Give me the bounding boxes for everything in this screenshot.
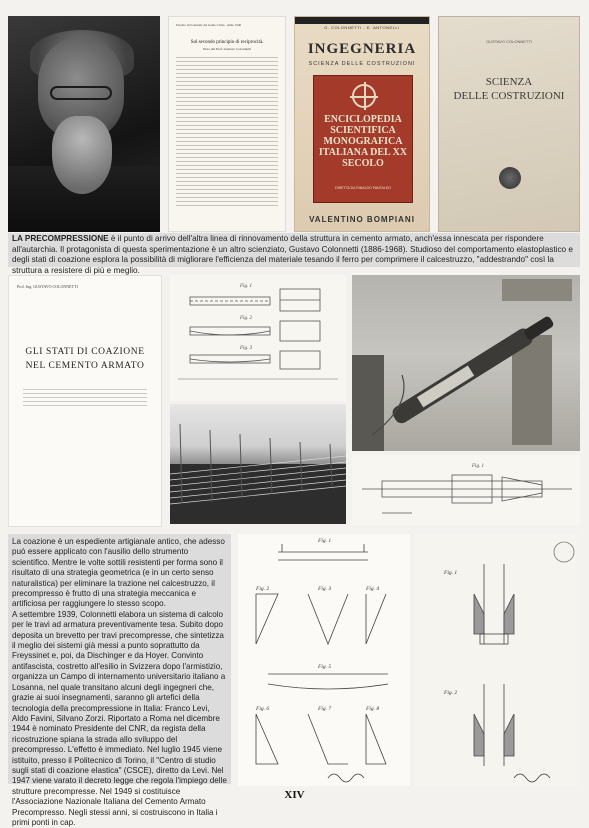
stress-diagrams-svg [238,534,410,786]
patent-drawing-anchorage [414,534,580,786]
colonnetti-portrait [8,16,160,232]
paper1-title: Sul secondo principio di reciprocità. [190,39,264,45]
book1-red-panel [313,75,413,203]
portrait-glasses [50,86,112,100]
publisher-logo-icon [499,167,521,189]
fig-label: Fig. 8 [366,706,380,712]
fig-label: Fig. 1 [240,284,252,289]
photo-tensioning-jack [352,275,580,451]
book2-title-line1: SCIENZA [485,76,533,88]
page-number: XIV [284,789,305,801]
book1-publisher: VALENTINO BOMPIANI [309,215,415,224]
signature-mark [328,774,364,782]
stamp-icon [554,542,574,562]
book2-title-line2: DELLE COSTRUZIONI [453,90,565,102]
fig-label: Fig. 1 [444,570,458,576]
fig-label: Fig. 2 [256,586,270,592]
book-scienza-costruzioni [438,16,580,232]
book2-title [439,75,579,103]
photo-prestressing-bed [170,404,346,524]
book1-panel-text: ENCICLOPEDIA SCIENTIFICA MONOGRAFICA ITALIANA DEL XX SECOLO [318,114,408,169]
paper2-title [17,345,153,373]
book1-top-band [295,17,429,24]
anchorage-drawing-svg [414,534,580,786]
fig-label: Fig. 5 [318,664,332,670]
paper2-title-line1: GLI STATI DI COAZIONE [25,347,145,357]
book1-subtitle: SCIENZA DELLE COSTRUZIONI [308,61,416,67]
fig-label: Fig. 1 [318,538,332,544]
crosshair-emblem-icon [352,84,376,108]
fig-label: Fig. 7 [318,706,332,712]
fig-label: Fig. 1 [472,464,484,469]
paper1-author: Nota del Prof. Gustavo Colonnetti [203,46,251,51]
patent-drawing-stress-diagrams [238,534,410,786]
paper-reciprocity [168,16,286,232]
fig-label: Fig. 6 [256,706,270,712]
fig-label: Fig. 2 [444,690,458,696]
fig-label: Fig. 3 [318,586,332,592]
caption-precompressione [8,233,580,275]
signature-mark [514,774,550,782]
caption-bottom-p2: A settembre 1939, Colonnetti elabora un sistema di calcolo per le travi ad armatura preventivamente tesa. Subito dopo deposita un brevetto per travi precompresse, che sintetizza il meglio dei sistemi già messi a punto soprattutto da Freyssinet e, poi, da Dischinger e da Hoyer. Convinto antifascista, costretto all'esilio in Svizzera dopo l'armistizio, organizza un Campo di internamento universitario italiano a Losanna, nel quale transitano alcuni degli ingegneri che, grazie ai suoi insegnamenti, saranno gli artefici della tecnologia della precompressione in Italia: Franco Levi, Aldo Favini, Silvano Zorzi. Riportato a Roma nel dicembre 1944 è nominato Presidente del CNR, da regista della ricostruzione spiana la strada allo sviluppo del precompresso. L'effetto è immediato. Nel luglio 1945 viene istituito, presso il Politecnico di Torino, il "Centro di studio sugli stati di coazione elastica" (CSCE), diretto da Levi. Nel 1947 viene varato il decreto legge che regola l'impiego delle strutture precompresse. Nel 1949 si costituisce l'Associazione Nazionale Italiana del Cemento Armato Precompresso. Negli stessi anni, si costruiscono in Italia i primi ponti in cap. [12,609,227,827]
paper1-header: Estratto dal Giornale del Genio Civile - Anno 1940 [176,23,242,27]
patent-drawing-anchor [352,455,580,525]
fig-label: Fig. 4 [366,586,380,592]
caption-coazione [8,534,231,827]
caption-bottom-p1: La coazione è un espediente artigianale antico, che adesso può essere applicato con l'ausilio dello strumento scientifico. Mentre le volte sottili resistenti per forma sono il risultato di una strategia geometrica (e in un certo senso naturalistica) per eliminare la trazione nel calcestruzzo, il precompresso è frutto di una strategia meccanica e artificiosa per raggiungere lo stesso scopo. [12,537,225,609]
paper2-title-line2: NEL CEMENTO ARMATO [25,361,145,371]
book2-author: GUSTAVO COLONNETTI [486,39,532,44]
paper1-body-text [176,57,278,207]
anchor-drawing-svg [352,455,580,525]
prestressing-bed-svg [170,404,346,524]
caption-top-text: è il punto di arrivo dell'altra linea di rinnovamento della struttura in cemento armato, anch'essa innescata per rispondere all'autarchia. Il protagonista di questa sperimentazione è un altro scienziato, Gustavo Colonnetti (1886-1968). Studioso del comportamento elastoplastico e degli stati di coazione esplora la possibilità di migliorare l'efficienza del materiale tesando il ferro per comprimere il calcestruzzo, "addestrando" così la struttura a resistere di più e meglio. [12,234,573,275]
paper-stati-coazione [8,275,162,527]
fig-label: Fig. 2 [240,316,252,321]
book1-title: INGEGNERIA [307,41,417,57]
book1-director: DIRETTA DA RINALDO PANTALEO [335,186,391,190]
beams-drawing-svg [170,275,346,401]
fig-label: Fig. 3 [240,346,252,351]
jack-photo-svg [352,275,580,451]
book-ingegneria [294,16,430,232]
patent-drawing-beams [170,275,346,401]
caption-lead: LA PRECOMPRESSIONE [12,234,109,243]
paper2-header: Prof. Ing. GUSTAVO COLONNETTI [17,284,78,289]
portrait-beard [52,116,112,194]
book1-authors: G. COLONNETTI - E. ANTONELLI [324,25,400,30]
paper2-blurb-lines [23,389,147,407]
